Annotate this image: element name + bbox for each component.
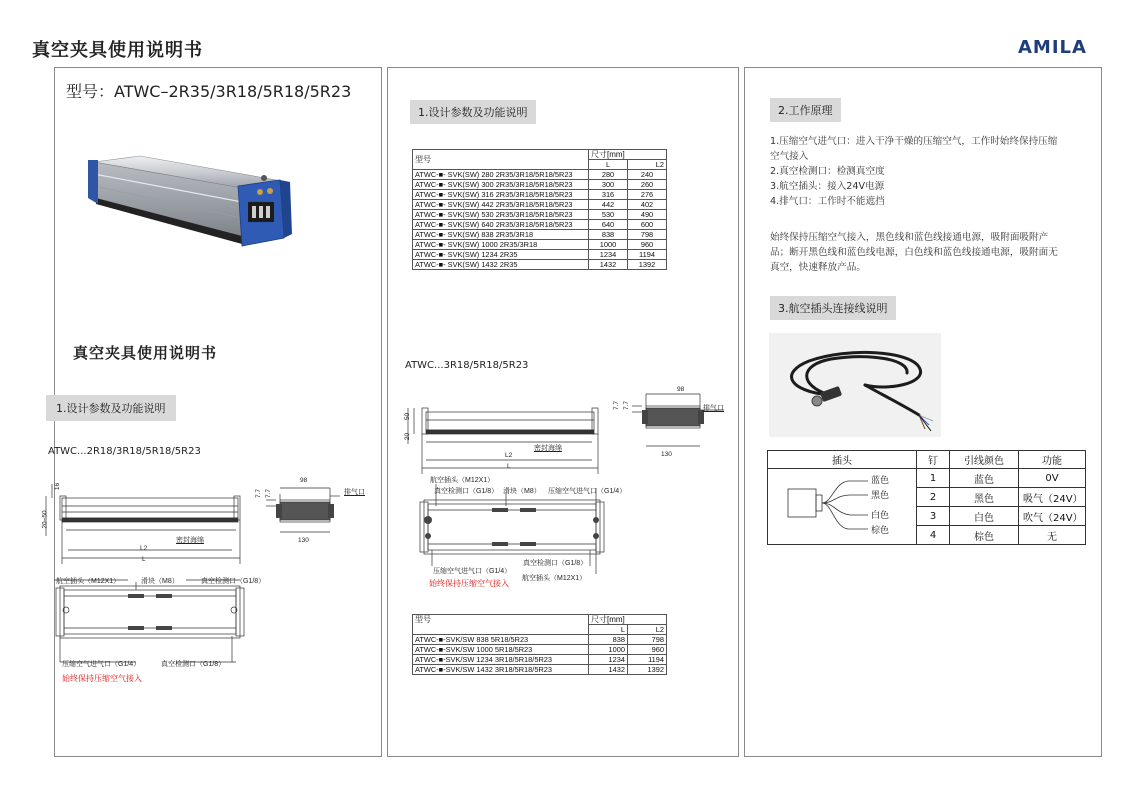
table-cell: 1194 <box>628 250 667 260</box>
paragraph-line: 品；断开黑色线和蓝色线电源，白色线和蓝色线接通电源，吸附面无 <box>770 247 1058 258</box>
middle-air-inlet-label: 压缩空气进气口（G1/4） <box>548 488 627 495</box>
table-cell: ATWC-■- SVK(SW) 316 2R35/3R18/5R18/5R23 <box>413 190 589 200</box>
table-cell: 1432 <box>589 665 628 675</box>
table-cell: 960 <box>628 240 667 250</box>
table-row <box>413 210 667 220</box>
middle-vacuum-port2-label: 真空检测口（G1/8） <box>523 560 588 567</box>
operation-paragraph <box>770 230 1090 275</box>
left-air-inlet-label: 压缩空气进气口（G1/4） <box>62 661 141 668</box>
spec-table-2 <box>412 614 667 675</box>
cable-photo <box>769 333 941 437</box>
table-row <box>413 220 667 230</box>
table-cell: ATWC-■- SVK(SW) 1000 2R35/3R18 <box>413 240 589 250</box>
right-section3-heading: 3.航空插头连接线说明 <box>770 296 896 320</box>
paragraph-line: 真空，快速释放产品。 <box>770 262 866 273</box>
table-cell: 640 <box>589 220 628 230</box>
table-cell: 530 <box>589 210 628 220</box>
middle-exhaust-label: 排气口 <box>703 405 724 412</box>
table-cell: ATWC-■-SVK/SW 1234 3R18/5R18/5R23 <box>413 655 589 665</box>
table2-col-L2: L2 <box>628 625 667 635</box>
middle-air-note: 始终保持压缩空气接入 <box>429 579 509 588</box>
left-exhaust-label: 排气口 <box>344 489 365 496</box>
plug-diagram <box>772 469 912 541</box>
left-dim-7-7b: 7.7 <box>265 488 273 499</box>
left-doc-title: 真空夹具使用说明书 <box>73 344 218 362</box>
pin-number: 2 <box>917 488 950 507</box>
pin-color: 棕色 <box>950 526 1019 545</box>
table-cell: ATWC-■- SVK(SW) 442 2R35/3R18/5R18/5R23 <box>413 200 589 210</box>
plug-diagram-cell <box>768 469 917 545</box>
pin-color: 白色 <box>950 507 1019 526</box>
middle-aviation-plug-label: 航空插头（M12X1） <box>430 477 495 484</box>
table-cell: ATWC-■- SVK(SW) 838 2R35/3R18 <box>413 230 589 240</box>
brand-logo: AMILA <box>1018 37 1087 58</box>
table-row <box>413 665 667 675</box>
table-cell: 1234 <box>589 250 628 260</box>
wire-label-white: 白色 <box>871 511 890 521</box>
table1-size-header: 尺寸[mm] <box>589 150 667 160</box>
pin-header-plug: 插头 <box>768 451 917 469</box>
pin-table <box>767 450 1086 545</box>
table-cell: ATWC-■-SVK/SW 1000 5R18/5R23 <box>413 645 589 655</box>
middle-section1-heading: 1.设计参数及功能说明 <box>410 100 536 124</box>
middle-dim-20: 20 <box>404 432 412 441</box>
table-cell: 490 <box>628 210 667 220</box>
middle-dim-7-7b: 7.7 <box>623 400 631 411</box>
table-row <box>413 200 667 210</box>
pin-function: 吹气（24V） <box>1019 507 1086 526</box>
pin-header-function: 功能 <box>1019 451 1086 469</box>
left-dim-98: 98 <box>300 477 308 484</box>
middle-dim-50: 50 <box>404 412 412 421</box>
model-label: 型号：ATWC–2R35/3R18/5R18/5R23 <box>66 82 352 101</box>
middle-dim-L: L <box>507 463 511 470</box>
table1-model-header: 型号 <box>413 150 589 170</box>
table-cell: 798 <box>628 635 667 645</box>
table-cell: 1392 <box>628 665 667 675</box>
table-cell: ATWC-■- SVK(SW) 640 2R35/3R18/5R18/5R23 <box>413 220 589 230</box>
pin-header-pin: 钉 <box>917 451 950 469</box>
left-variant-label: ATWC...2R18/3R18/5R18/5R23 <box>48 446 201 457</box>
pin-function: 0V <box>1019 469 1086 488</box>
document-title: 真空夹具使用说明书 <box>32 40 203 61</box>
middle-vacuum-port-label: 真空检测口（G1/8） <box>434 488 499 495</box>
pin-header-color: 引线颜色 <box>950 451 1019 469</box>
middle-seal-label: 密封海绵 <box>534 445 562 452</box>
pin-function: 吸气（24V） <box>1019 488 1086 507</box>
table-cell: 1392 <box>628 260 667 270</box>
left-dim-L: L <box>142 556 146 563</box>
table-cell: 1000 <box>589 240 628 250</box>
middle-aviation-plug2-label: 航空插头（M12X1） <box>522 575 587 582</box>
wire-label-blue: 蓝色 <box>871 476 890 486</box>
table-cell: 280 <box>589 170 628 180</box>
middle-dim-L2: L2 <box>505 452 513 459</box>
spec-table-1 <box>412 149 667 270</box>
table2-model-header: 型号 <box>413 615 589 635</box>
table-cell: 600 <box>628 220 667 230</box>
table-cell: ATWC-■-SVK/SW 1432 3R18/5R18/5R23 <box>413 665 589 675</box>
principle-line: 4.排气口：工作时不能遮挡 <box>770 196 885 207</box>
left-dim-7-7a: 7.7 <box>255 488 263 499</box>
table-row <box>413 180 667 190</box>
table-row <box>413 250 667 260</box>
left-seal-label: 密封海绵 <box>176 537 204 544</box>
table-cell: 276 <box>628 190 667 200</box>
pin-color: 蓝色 <box>950 469 1019 488</box>
middle-air-inlet2-label: 压缩空气进气口（G1/4） <box>433 568 512 575</box>
table-cell: 1234 <box>589 655 628 665</box>
table-row <box>413 635 667 645</box>
middle-slider-label: 滑块（M8） <box>503 488 541 495</box>
table-cell: 798 <box>628 230 667 240</box>
table-cell: 316 <box>589 190 628 200</box>
pin-color: 黑色 <box>950 488 1019 507</box>
table-row <box>768 469 1086 488</box>
table-cell: ATWC-■- SVK(SW) 1432 2R35 <box>413 260 589 270</box>
table-row <box>413 655 667 665</box>
product-photo <box>74 140 320 264</box>
left-air-note: 始终保持压缩空气接入 <box>62 674 142 683</box>
table-cell: 960 <box>628 645 667 655</box>
table-cell: 240 <box>628 170 667 180</box>
middle-dim-7-7a: 7.7 <box>613 400 621 411</box>
table-cell: ATWC-■- SVK(SW) 300 2R35/3R18/5R18/5R23 <box>413 180 589 190</box>
table-cell: 1432 <box>589 260 628 270</box>
left-slider-label: 滑块（M8） <box>141 578 179 585</box>
table-row <box>413 260 667 270</box>
left-dim-L2: L2 <box>140 545 148 552</box>
table1-col-L: L <box>589 160 628 170</box>
left-aviation-plug-label: 航空插头（M12X1） <box>56 578 121 585</box>
paragraph-line: 始终保持压缩空气接入，黑色线和蓝色线接通电源，吸附面吸附产 <box>770 232 1049 243</box>
left-vacuum-port2-label: 真空检测口（G1/8） <box>161 661 226 668</box>
table-row <box>413 170 667 180</box>
left-vacuum-port-label: 真空检测口（G1/8） <box>201 578 266 585</box>
table-cell: 1194 <box>628 655 667 665</box>
table-cell: 1000 <box>589 645 628 655</box>
left-dim-130: 130 <box>298 537 309 544</box>
table-row <box>413 190 667 200</box>
table-cell: 260 <box>628 180 667 190</box>
table-cell: ATWC-■- SVK(SW) 280 2R35/3R18/5R18/5R23 <box>413 170 589 180</box>
table-cell: 838 <box>589 635 628 645</box>
middle-dim-98: 98 <box>677 386 685 393</box>
table2-col-L: L <box>589 625 628 635</box>
middle-dim-130: 130 <box>661 451 672 458</box>
table-cell: 402 <box>628 200 667 210</box>
table-cell: ATWC-■- SVK(SW) 1234 2R35 <box>413 250 589 260</box>
pin-number: 1 <box>917 469 950 488</box>
table-cell: ATWC-■-SVK/SW 838 5R18/5R23 <box>413 635 589 645</box>
principle-line: 空气接入 <box>770 151 809 162</box>
principle-line: 2.真空检测口：检测真空度 <box>770 166 885 177</box>
pin-number: 3 <box>917 507 950 526</box>
table-row <box>413 240 667 250</box>
principle-line: 3.航空插头：接入24V电源 <box>770 181 885 192</box>
wire-label-brown: 棕色 <box>871 526 890 536</box>
table1-col-L2: L2 <box>628 160 667 170</box>
table-row <box>413 645 667 655</box>
working-principles <box>770 134 1090 209</box>
table-cell: ATWC-■- SVK(SW) 530 2R35/3R18/5R18/5R23 <box>413 210 589 220</box>
table-cell: 838 <box>589 230 628 240</box>
table-cell: 300 <box>589 180 628 190</box>
left-dim-16: 16 <box>54 482 62 491</box>
left-section1-heading: 1.设计参数及功能说明 <box>46 395 176 421</box>
pin-number: 4 <box>917 526 950 545</box>
right-section2-heading: 2.工作原理 <box>770 98 841 122</box>
table2-size-header: 尺寸[mm] <box>589 615 667 625</box>
pin-function: 无 <box>1019 526 1086 545</box>
middle-variant-label: ATWC...3R18/5R18/5R23 <box>405 360 529 371</box>
principle-line: 1.压缩空气进气口：进入干净干燥的压缩空气，工作时始终保持压缩 <box>770 136 1058 147</box>
left-dim-20-50: 20~50 <box>41 510 49 529</box>
wire-label-black: 黑色 <box>871 491 890 501</box>
table-cell: 442 <box>589 200 628 210</box>
table-row <box>413 230 667 240</box>
